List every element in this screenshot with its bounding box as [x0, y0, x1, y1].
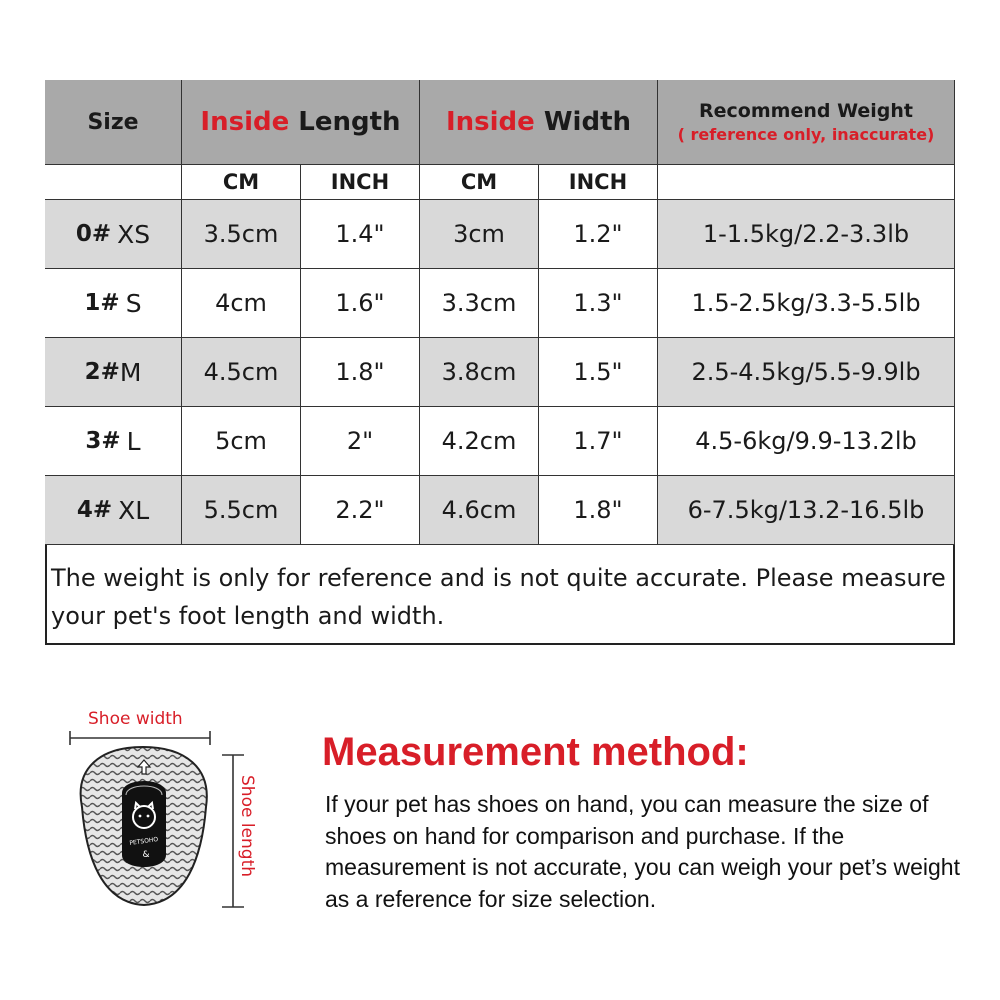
length-inch-value: 1.6" — [335, 289, 385, 317]
table-cell-length-inch — [301, 407, 420, 476]
weight-value: 1.5-2.5kg/3.3-5.5lb — [691, 289, 921, 317]
subheader-weight-blank — [658, 165, 955, 200]
table-row-size — [45, 200, 182, 269]
table-cell-weight — [658, 407, 955, 476]
length-inch-value: 2.2" — [335, 496, 385, 524]
width-cm-value: 3cm — [453, 220, 505, 248]
table-cell-weight — [658, 269, 955, 338]
header-size — [45, 80, 182, 165]
width-cm-value: 4.2cm — [441, 427, 517, 455]
table-cell-width-inch — [539, 338, 658, 407]
table-cell-width-inch — [539, 200, 658, 269]
width-inch-value: 1.5" — [573, 358, 623, 386]
width-cm-value: 3.3cm — [441, 289, 517, 317]
table-row-size — [45, 476, 182, 545]
subheader-length-cm-label: CM — [222, 170, 260, 194]
table-cell-width-cm — [420, 407, 539, 476]
header-inside-length-accent: Inside — [200, 107, 290, 137]
size-number: 1# — [84, 290, 120, 316]
subheader-length-cm — [182, 165, 301, 200]
length-inch-value: 1.8" — [335, 358, 385, 386]
size-number: 3# — [85, 428, 121, 454]
header-inside-length-label: Length — [289, 107, 401, 137]
width-inch-value: 1.8" — [573, 496, 623, 524]
table-cell-width-inch — [539, 476, 658, 545]
table-row-size — [45, 338, 182, 407]
weight-value: 4.5-6kg/9.9-13.2lb — [695, 427, 917, 455]
weight-value: 2.5-4.5kg/5.5-9.9lb — [691, 358, 921, 386]
svg-text:&: & — [142, 850, 150, 860]
size-number: 4# — [76, 497, 113, 523]
header-recommend-weight-note: ( reference only, inaccurate) — [677, 125, 935, 144]
weight-value: 6-7.5kg/13.2-16.5lb — [687, 496, 925, 524]
table-cell-width-inch — [539, 407, 658, 476]
table-cell-length-cm — [182, 476, 301, 545]
length-cm-value: 4.5cm — [203, 358, 279, 386]
width-inch-value: 1.3" — [573, 289, 623, 317]
logo-text: PETSOHO — [129, 836, 159, 847]
table-cell-length-inch — [301, 476, 420, 545]
subheader-width-cm-label: CM — [460, 170, 498, 194]
shoe-measurement-diagram — [60, 705, 275, 915]
width-inch-value: 1.7" — [573, 427, 623, 455]
table-cell-width-cm — [420, 338, 539, 407]
table-cell-weight — [658, 476, 955, 545]
table-cell-width-inch — [539, 269, 658, 338]
size-number: 2# — [84, 359, 120, 385]
weight-value: 1-1.5kg/2.2-3.3lb — [702, 220, 910, 248]
measurement-method-title: Measurement method: — [322, 730, 749, 774]
table-note: The weight is only for reference and is not quite accurate. Please measure your pet's foot length and width. — [51, 564, 946, 630]
size-letter: L — [126, 426, 141, 456]
length-cm-value: 3.5cm — [203, 220, 279, 248]
table-row-size — [45, 407, 182, 476]
header-inside-width-accent: Inside — [445, 107, 535, 137]
subheader-blank — [45, 165, 182, 200]
table-cell-length-cm — [182, 200, 301, 269]
table-cell-length-cm — [182, 338, 301, 407]
length-cm-value: 5cm — [215, 427, 267, 455]
length-cm-value: 4cm — [215, 289, 267, 317]
table-cell-width-cm — [420, 269, 539, 338]
table-cell-length-cm — [182, 407, 301, 476]
length-inch-value: 1.4" — [335, 220, 385, 248]
width-dimension-line — [70, 731, 210, 745]
size-letter: M — [119, 357, 142, 387]
table-cell-length-cm — [182, 269, 301, 338]
width-cm-value: 3.8cm — [441, 358, 517, 386]
subheader-length-inch-label: INCH — [330, 170, 390, 194]
width-inch-value: 1.2" — [573, 220, 623, 248]
size-chart-table — [45, 80, 955, 645]
subheader-length-inch — [301, 165, 420, 200]
size-number: 0# — [75, 221, 112, 247]
table-cell-weight — [658, 200, 955, 269]
header-inside-length — [182, 80, 420, 165]
size-letter: S — [125, 288, 142, 318]
subheader-width-inch-label: INCH — [568, 170, 628, 194]
header-inside-width-label: Width — [534, 107, 632, 137]
header-recommend-weight-label: Recommend Weight — [699, 100, 913, 122]
size-letter: XS — [117, 219, 151, 249]
table-cell-length-inch — [301, 269, 420, 338]
table-cell-length-inch — [301, 338, 420, 407]
header-size-label: Size — [87, 109, 139, 135]
subheader-width-inch — [539, 165, 658, 200]
table-cell-width-cm — [420, 200, 539, 269]
size-letter: XL — [118, 495, 150, 525]
length-cm-value: 5.5cm — [203, 496, 279, 524]
header-recommend-weight — [658, 80, 955, 165]
table-cell-length-inch — [301, 200, 420, 269]
width-cm-value: 4.6cm — [441, 496, 517, 524]
table-cell-width-cm — [420, 476, 539, 545]
length-inch-value: 2" — [346, 427, 374, 455]
measurement-method-text: If your pet has shoes on hand, you can measure the size of shoes on hand for comparison and purchase. If the measurement is not accurate, you can weigh your pet’s weight as a reference for size selection. — [325, 791, 960, 912]
shoe-width-label: Shoe width — [88, 709, 183, 729]
shoe-length-label: Shoe length — [237, 775, 257, 878]
header-inside-width — [420, 80, 658, 165]
table-row-size — [45, 269, 182, 338]
table-cell-weight — [658, 338, 955, 407]
subheader-width-cm — [420, 165, 539, 200]
